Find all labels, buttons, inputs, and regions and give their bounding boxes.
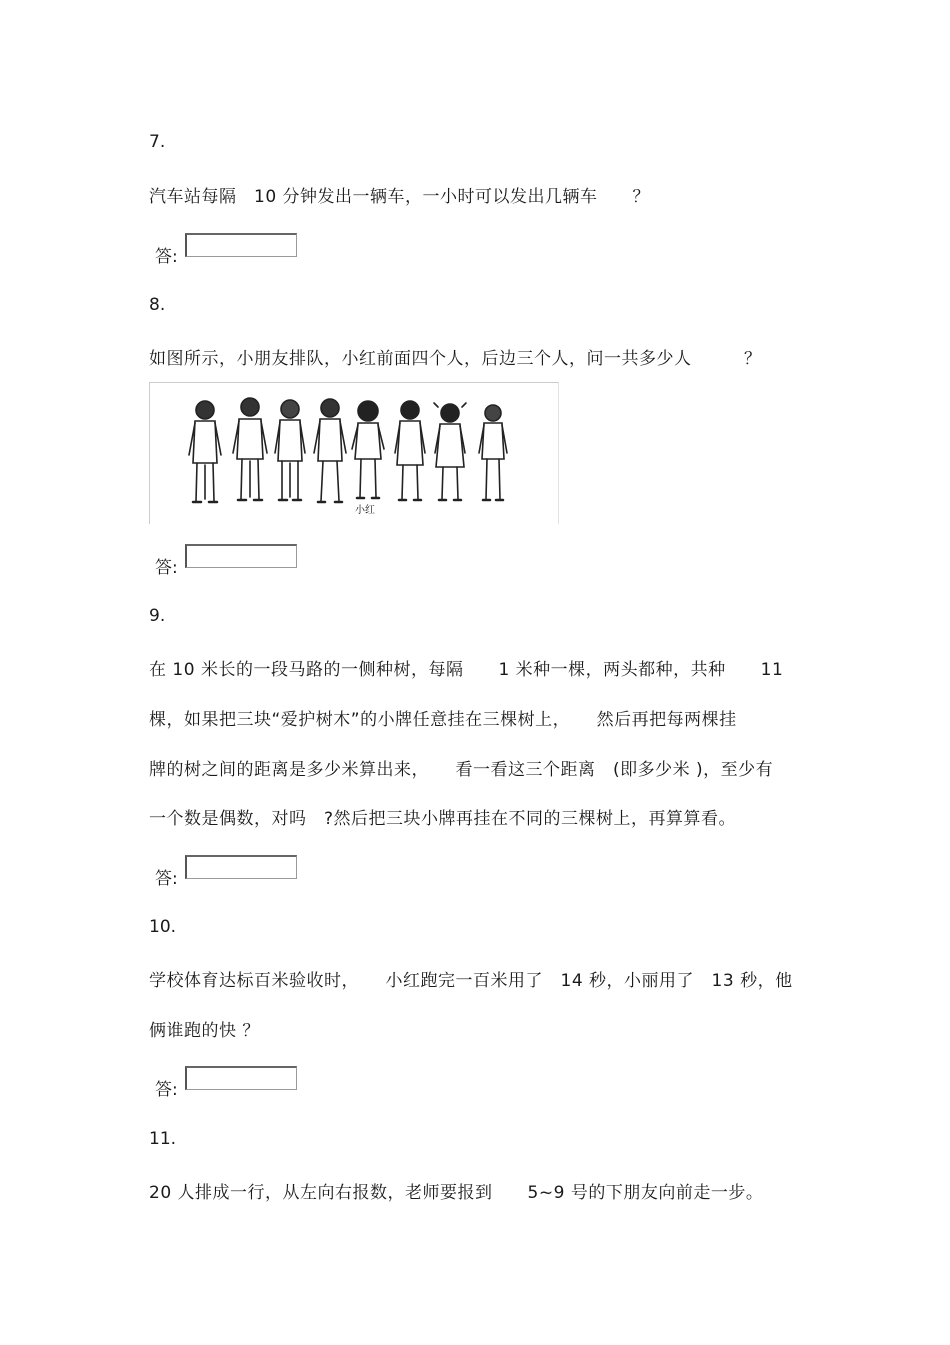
- question-number-8: 8.: [149, 295, 166, 315]
- answer-label-10: 答:: [155, 1080, 178, 1100]
- question-10-text-line: 学校体育达标百米验收时， 小红跑完一百米用了 14 秒，小丽用了 13 秒，他: [149, 971, 793, 991]
- question-9-text-line: 牌的树之间的距离是多少米算出来， 看一看这三个距离 (即多少米 )，至少有: [149, 760, 774, 780]
- answer-label-9: 答:: [155, 869, 178, 889]
- child-figure: [479, 405, 507, 500]
- child-figure: [275, 400, 305, 500]
- answer-field-9[interactable]: [185, 855, 297, 879]
- question-10-text-line: 俩谁跑的快 ？: [149, 1021, 260, 1041]
- question-number-11: 11.: [149, 1129, 177, 1149]
- question-11-text: 20 人排成一行，从左向右报数，老师要报到 5~9 号的下朋友向前走一步。: [149, 1183, 764, 1203]
- answer-field-7[interactable]: [185, 233, 297, 257]
- answer-label-8: 答:: [155, 558, 178, 578]
- question-9-text-line: 棵，如果把三块“爱护树木”的小牌任意挂在三棵树上， 然后再把每两棵挂: [149, 710, 737, 730]
- child-figure: [395, 401, 425, 500]
- children-queue-figure: [149, 382, 559, 524]
- question-8-text: 如图所示，小朋友排队，小红前面四个人，后边三个人，问一共多少人 ？: [149, 349, 762, 369]
- child-figure: [314, 399, 346, 502]
- question-number-10: 10.: [149, 917, 177, 937]
- answer-field-10[interactable]: [185, 1066, 297, 1090]
- child-figure: [233, 398, 267, 500]
- child-figure: [189, 401, 221, 502]
- figure-caption: 小红: [355, 505, 375, 516]
- question-number-7: 7.: [149, 132, 166, 152]
- question-9-text-line: 一个数是偶数，对吗 ?然后把三块小牌再挂在不同的三棵树上，再算算看。: [149, 809, 737, 829]
- question-9-text-line: 在 10 米长的一段马路的一侧种树，每隔 1 米种一棵，两头都种，共种 11: [149, 660, 784, 680]
- child-figure: [434, 403, 466, 500]
- answer-field-8[interactable]: [185, 544, 297, 568]
- answer-label-7: 答:: [155, 247, 178, 267]
- question-number-9: 9.: [149, 606, 166, 626]
- question-7-text: 汽车站每隔 10 分钟发出一辆车，一小时可以发出几辆车 ？: [149, 187, 651, 207]
- child-figure-xiaohong: [352, 401, 384, 498]
